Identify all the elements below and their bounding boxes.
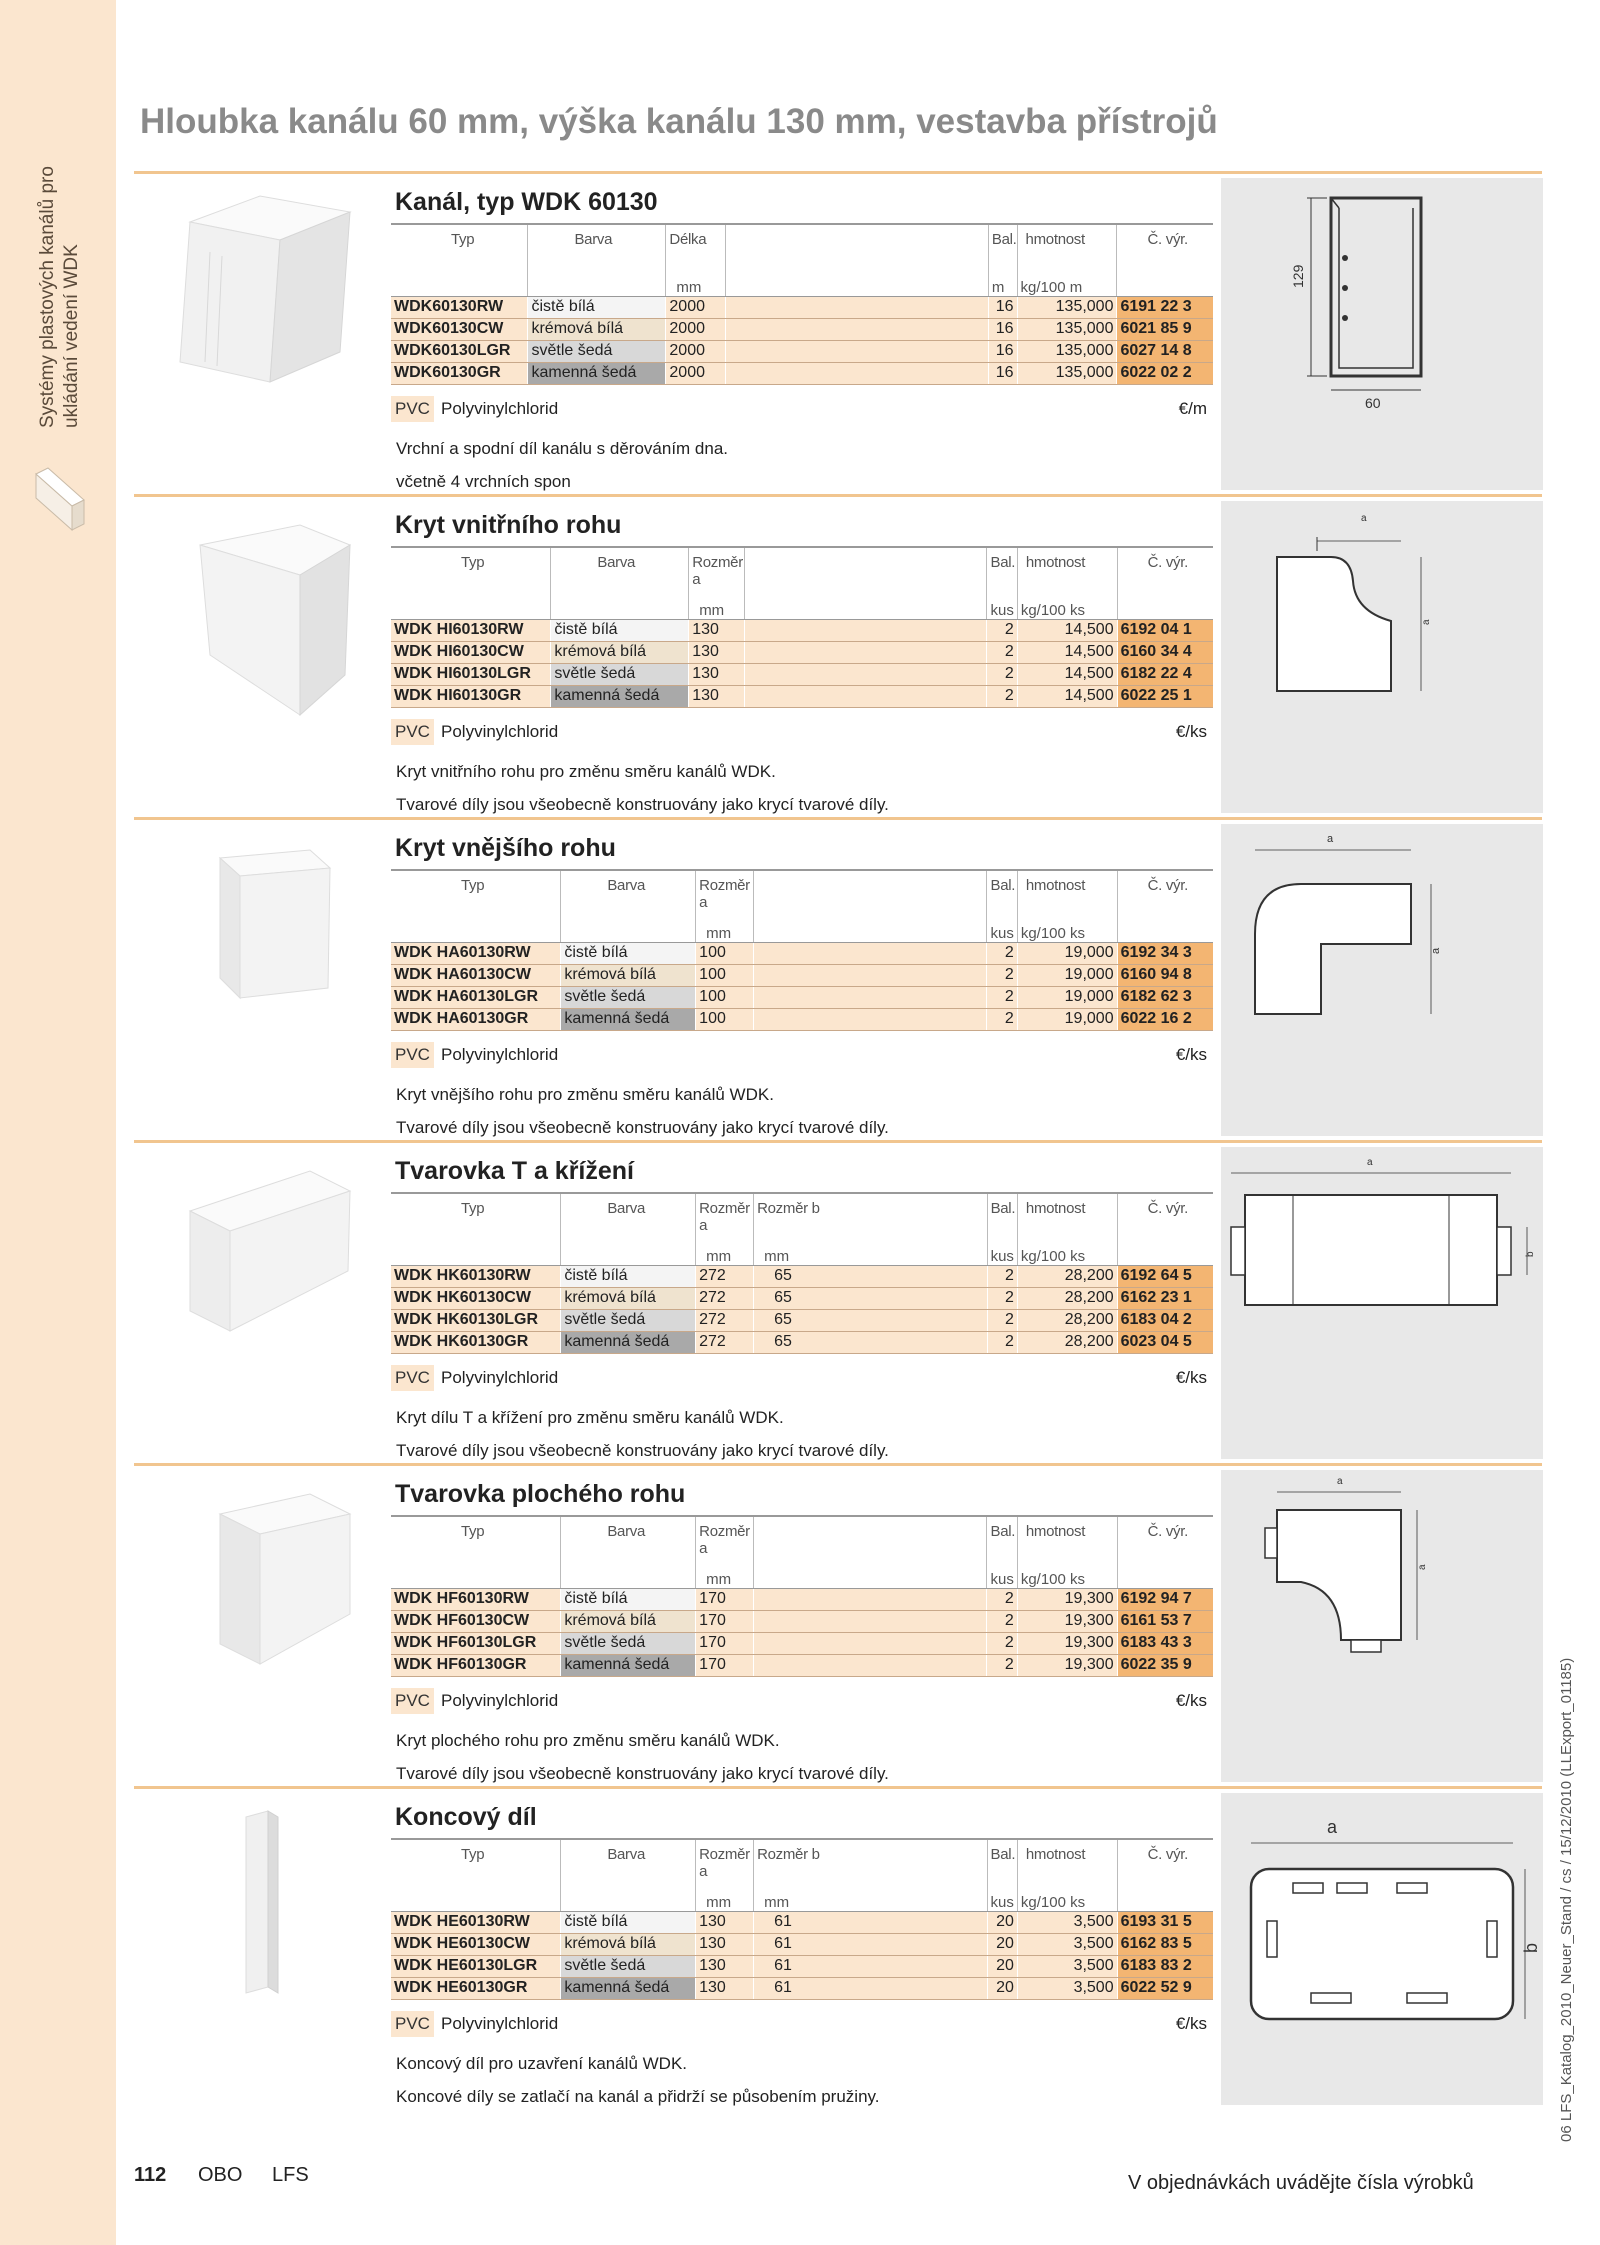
table-row: WDK HF60130RW čistě bílá 170 2 19,300 6192 94 7 [391,1588,1213,1610]
dim-a-side-label: a [1430,947,1442,954]
material-name: Polyvinylchlorid [441,399,559,418]
table-row: WDK HK60130RW čistě bílá 272 65 2 28,200 6192 64 5 [391,1265,1213,1287]
table-row: WDK HF60130GR kamenná šedá 170 2 19,300 6022 35 9 [391,1654,1213,1676]
dim-height-label: 129 [1290,264,1306,288]
table-row: WDK HE60130CW krémová bílá 130 61 20 3,500 6162 83 5 [391,1933,1213,1955]
table-row: WDK HE60130RW čistě bílá 130 61 20 3,500 6193 31 5 [391,1911,1213,1933]
units-row: mm kus kg/100 ks [391,594,1213,619]
inner-corner-drawing [1221,501,1543,813]
section-title: Koncový díl [395,1803,537,1831]
table-row: WDK HA60130LGR světle šedá 100 2 19,000 6182 62 3 [391,986,1213,1008]
dim-width-label: 60 [1365,395,1381,411]
material-line [391,1365,1213,1393]
footer-note: V objednávkách uvádějte čísla výrobků [1128,2172,1474,2194]
table-row: WDK HF60130LGR světle šedá 170 2 19,300 6183 43 3 [391,1632,1213,1654]
price-unit: €/ks [1175,1368,1207,1387]
header-row: Typ Barva Rozměr a Bal. hmotnost Č. výr. [391,870,1213,917]
material-line [391,396,1213,424]
header-row: Typ Barva Rozměr a Bal. hmotnost Č. výr. [391,1516,1213,1563]
table-row: WDK HE60130LGR světle šedá 130 61 20 3,500 6183 83 2 [391,1955,1213,1977]
section-title: Kryt vnitřního rohu [395,511,622,539]
col-color: Barva [528,224,666,271]
spec-table [391,223,1213,385]
price-unit: €/ks [1175,722,1207,741]
material-badge: PVC [391,1365,434,1391]
dim-a-top-label: a [1361,513,1367,524]
side-title-line2: ukládání vedení WDK [61,244,82,428]
dim-a-side-label: a [1417,1564,1428,1570]
material-name: Polyvinylchlorid [441,2014,559,2033]
col-empty [726,224,989,271]
side-title [36,166,84,428]
material-line [391,719,1213,747]
units-row: mm kus kg/100 ks [391,1563,1213,1588]
spec-table [391,546,1213,708]
section-outer-corner [134,817,1542,1139]
table-row: WDK HA60130CW krémová bílá 100 2 19,000 6160 94 8 [391,964,1213,986]
page-number: 112 [134,2164,167,2186]
side-title-line1: Systémy plastových kanálů pro [37,166,58,428]
spec-table [391,869,1213,1031]
section-inner-corner [134,494,1542,816]
dim-b-label: b [1521,1942,1541,1953]
price-unit: €/ks [1175,1045,1207,1064]
section-flat-corner [134,1463,1542,1785]
material-badge: PVC [391,1042,434,1068]
col-type: Typ [391,224,528,271]
dim-a-side-label: a [1421,619,1432,625]
outer-corner-drawing [1221,824,1543,1136]
spec-table [391,1192,1213,1354]
table-row: WDK60130LGR světle šedá 2000 16 135,000 6027 14 8 [391,340,1213,362]
description: Kryt dílu T a křížení pro změnu směru kanálů WDK. Tvarové díly jsou všeobecně konstruovány jako krycí tvarové díly. [396,1408,889,1460]
section-title: Kryt vnějšího rohu [395,834,616,862]
table-row: WDK HI60130RW čistě bílá 130 2 14,500 6192 04 1 [391,619,1213,641]
price-unit: €/m [1178,399,1207,418]
description: Kryt plochého rohu pro změnu směru kanálů WDK. Tvarové díly jsou všeobecně konstruovány jako krycí tvarové díly. [396,1731,889,1783]
material-line [391,1688,1213,1716]
channel-thumbnail-icon [32,466,86,532]
units-row: mm mm kus kg/100 ks [391,1240,1213,1265]
page-title: Hloubka kanálu 60 mm, výška kanálu 130 mm, vestavba přístrojů [140,102,1218,141]
footer-division: LFS [272,2164,309,2186]
channel-cross-section-drawing [1221,178,1543,490]
table-row: WDK HK60130LGR světle šedá 272 65 2 28,200 6183 04 2 [391,1309,1213,1331]
col-partno: Č. výr. [1117,224,1213,271]
material-name: Polyvinylchlorid [441,722,559,741]
flat-corner-drawing [1221,1470,1543,1782]
end-cap-product-image [150,1797,390,2097]
section-title: Tvarovka T a křížení [395,1157,635,1185]
section-title: Tvarovka plochého rohu [395,1480,686,1508]
units-row: mm kus kg/100 ks [391,917,1213,942]
header-row: Typ Barva Rozměr a Rozměr b Bal. hmotnost Č. výr. [391,1839,1213,1886]
table-row: WDK60130RW čistě bílá 2000 16 135,000 6191 22 3 [391,296,1213,318]
table-row: WDK60130GR kamenná šedá 2000 16 135,000 6022 02 2 [391,362,1213,384]
dim-a-label: a [1367,1157,1373,1168]
spec-table [391,1515,1213,1677]
section-title: Kanál, typ WDK 60130 [395,188,658,216]
col-pack: Bal. [988,224,1017,271]
units-row: mm m kg/100 m [391,271,1213,296]
description: Vrchní a spodní díl kanálu s děrováním dna. včetně 4 vrchních spon [396,439,729,491]
table-row: WDK60130CW krémová bílá 2000 16 135,000 6021 85 9 [391,318,1213,340]
material-line [391,1042,1213,1070]
dim-a-top-label: a [1337,1476,1343,1487]
material-badge: PVC [391,396,434,422]
inner-corner-product-image [150,505,390,805]
table-row: WDK HA60130GR kamenná šedá 100 2 19,000 6022 16 2 [391,1008,1213,1030]
table-row: WDK HE60130GR kamenná šedá 130 61 20 3,500 6022 52 9 [391,1977,1213,1999]
material-name: Polyvinylchlorid [441,1045,559,1064]
price-unit: €/ks [1175,1691,1207,1710]
end-cap-drawing [1221,1793,1543,2105]
table-row: WDK HF60130CW krémová bílá 170 2 19,300 6161 53 7 [391,1610,1213,1632]
table-row: WDK HI60130CW krémová bílá 130 2 14,500 6160 34 4 [391,641,1213,663]
spec-table [391,1838,1213,2000]
header-row: Typ Barva Rozměr a Bal. hmotnost Č. výr. [391,547,1213,594]
flat-corner-product-image [150,1474,390,1774]
col-length: Délka [666,224,726,271]
dim-a-label: a [1327,1817,1338,1837]
table-row: WDK HI60130LGR světle šedá 130 2 14,500 6182 22 4 [391,663,1213,685]
material-name: Polyvinylchlorid [441,1691,559,1710]
material-badge: PVC [391,2011,434,2037]
col-weight: hmotnost [1017,224,1117,271]
outer-corner-product-image [150,828,390,1128]
dim-a-top-label: a [1327,833,1334,845]
material-badge: PVC [391,719,434,745]
description: Koncový díl pro uzavření kanálů WDK. Koncové díly se zatlačí na kanál a přidrží se působením pružiny. [396,2054,880,2106]
material-name: Polyvinylchlorid [441,1368,559,1387]
footer-brand: OBO [198,2164,243,2186]
table-row: WDK HK60130GR kamenná šedá 272 65 2 28,200 6023 04 5 [391,1331,1213,1353]
section-channel [134,171,1542,493]
table-row: WDK HI60130GR kamenná šedá 130 2 14,500 6022 25 1 [391,685,1213,707]
section-t-cross [134,1140,1542,1462]
header-row [391,224,1213,271]
t-cross-product-image [150,1151,390,1451]
price-unit: €/ks [1175,2014,1207,2033]
table-row: WDK HA60130RW čistě bílá 100 2 19,000 6192 34 3 [391,942,1213,964]
channel-product-image [150,182,390,482]
header-row: Typ Barva Rozměr a Rozměr b Bal. hmotnost Č. výr. [391,1193,1213,1240]
t-cross-drawing [1221,1147,1543,1459]
description: Kryt vnitřního rohu pro změnu směru kanálů WDK. Tvarové díly jsou všeobecně konstruovány jako krycí tvarové díly. [396,762,889,814]
material-line [391,2011,1213,2039]
section-end-cap [134,1786,1542,2108]
catalog-meta: 06 LFS_Katalog_2010_Neuer_Stand / cs / 15/12/2010 (LLExport_01185) [1558,1657,1575,2142]
table-row: WDK HK60130CW krémová bílá 272 65 2 28,200 6162 23 1 [391,1287,1213,1309]
description: Kryt vnějšího rohu pro změnu směru kanálů WDK. Tvarové díly jsou všeobecně konstruovány jako krycí tvarové díly. [396,1085,889,1137]
dim-b-label: b [1525,1251,1536,1257]
units-row: mm mm kus kg/100 ks [391,1886,1213,1911]
material-badge: PVC [391,1688,434,1714]
